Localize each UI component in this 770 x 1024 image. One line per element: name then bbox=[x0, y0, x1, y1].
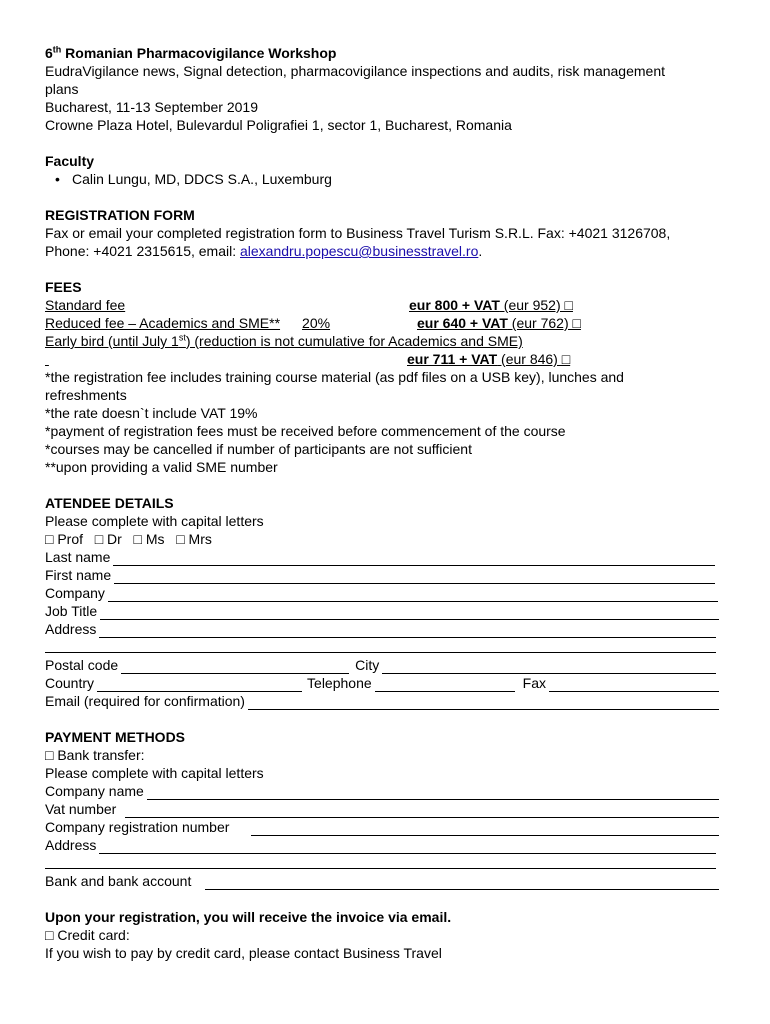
registration-contact: Phone: +4021 2315615, email: alexandru.popescu@businesstravel.ro. bbox=[45, 243, 483, 259]
last-name-field[interactable] bbox=[45, 548, 725, 566]
title-number: 6 bbox=[45, 45, 53, 61]
title-options bbox=[45, 530, 725, 548]
city-field[interactable] bbox=[382, 660, 716, 674]
payment-address-label: Address bbox=[45, 837, 97, 853]
fax-label: Fax bbox=[522, 675, 546, 691]
first-name-field[interactable] bbox=[45, 566, 725, 584]
registration-instructions: Fax or email your completed registration form to Business Travel Turism S.R.L. Fax: +4021 3126708, bbox=[45, 225, 671, 241]
last-name-label: Last name bbox=[45, 549, 111, 565]
payment-company-name-label: Company name bbox=[45, 783, 144, 799]
payment-address-field[interactable] bbox=[45, 836, 725, 854]
fee-reduced-percent: 20% bbox=[302, 315, 331, 331]
title-text: Romanian Pharmacovigilance Workshop bbox=[61, 45, 337, 61]
faculty-member-name: Calin Lungu, MD, DDCS S.A., Luxemburg bbox=[72, 171, 332, 187]
postal-code-field[interactable] bbox=[121, 660, 349, 674]
title-mrs-checkbox[interactable]: □ Mrs bbox=[176, 531, 212, 547]
company-registration-field[interactable] bbox=[45, 818, 725, 836]
invoice-note: Upon your registration, you will receive the invoice via email. bbox=[45, 909, 452, 925]
first-name-label: First name bbox=[45, 567, 112, 583]
fee-standard bbox=[45, 296, 725, 314]
payment-company-name-field[interactable] bbox=[45, 782, 725, 800]
postal-city-row bbox=[45, 656, 725, 674]
faculty-heading: Faculty bbox=[45, 153, 95, 169]
fee-reduced bbox=[45, 314, 725, 332]
fee-early-checkbox[interactable]: (eur 846) □ bbox=[497, 351, 571, 367]
fees-heading: FEES bbox=[45, 279, 82, 295]
fee-reduced-price: eur 640 + VAT bbox=[417, 315, 508, 331]
registration-heading: REGISTRATION FORM bbox=[45, 207, 195, 223]
contact-phone: Phone: +4021 2315615, email: bbox=[45, 243, 240, 259]
country-field[interactable] bbox=[97, 678, 302, 692]
postal-code-label: Postal code bbox=[45, 657, 119, 673]
fee-early bbox=[45, 350, 725, 368]
company-field[interactable] bbox=[45, 584, 725, 602]
title-ordinal: th bbox=[52, 44, 62, 55]
fee-reduced-label: Reduced fee – Academics and SME** 20% bbox=[45, 315, 331, 331]
workshop-title bbox=[45, 44, 725, 62]
fee-standard-price: eur 800 + VAT bbox=[409, 297, 500, 313]
registration-document bbox=[45, 44, 725, 962]
email-field[interactable] bbox=[45, 692, 725, 710]
country-phone-fax-row bbox=[45, 674, 725, 692]
vat-number-label: Vat number bbox=[45, 801, 117, 817]
fax-field[interactable] bbox=[549, 678, 719, 692]
workshop-topics-cont: plans bbox=[45, 81, 79, 97]
telephone-field[interactable] bbox=[375, 678, 515, 692]
title-dr-checkbox[interactable]: □ Dr bbox=[94, 531, 122, 547]
fee-standard-checkbox[interactable]: (eur 952) □ bbox=[499, 297, 573, 313]
vat-number-field[interactable] bbox=[45, 800, 725, 818]
address-label: Address bbox=[45, 621, 97, 637]
telephone-label: Telephone bbox=[307, 675, 372, 691]
registration-email-link[interactable]: alexandru.popescu@businesstravel.ro bbox=[240, 243, 479, 259]
bank-account-label: Bank and bank account bbox=[45, 873, 192, 889]
attendee-heading: ATENDEE DETAILS bbox=[45, 495, 174, 511]
title-ms-checkbox[interactable]: □ Ms bbox=[133, 531, 165, 547]
credit-card-checkbox[interactable]: □ Credit card: bbox=[45, 927, 130, 943]
fee-note: *courses may be cancelled if number of participants are not sufficient bbox=[45, 441, 472, 457]
job-title-field[interactable] bbox=[45, 602, 725, 620]
payment-address-line2[interactable] bbox=[45, 854, 725, 872]
title-prof-checkbox[interactable]: □ Prof bbox=[45, 531, 84, 547]
fee-standard-label: Standard fee bbox=[45, 297, 126, 313]
company-registration-label: Company registration number bbox=[45, 819, 230, 835]
city-label: City bbox=[355, 657, 380, 673]
address-field-line2[interactable] bbox=[45, 638, 725, 656]
workshop-dates: Bucharest, 11-13 September 2019 bbox=[45, 99, 258, 115]
fee-early-price: eur 711 + VAT bbox=[407, 351, 498, 367]
faculty-member bbox=[45, 170, 725, 188]
workshop-topics: EudraVigilance news, Signal detection, pharmacovigilance inspections and audits, risk management bbox=[45, 63, 665, 79]
payment-instruction: Please complete with capital letters bbox=[45, 765, 264, 781]
country-label: Country bbox=[45, 675, 95, 691]
fee-note: refreshments bbox=[45, 387, 127, 403]
credit-card-note: If you wish to pay by credit card, please contact Business Travel bbox=[45, 945, 442, 961]
company-label: Company bbox=[45, 585, 105, 601]
bank-transfer-checkbox[interactable]: □ Bank transfer: bbox=[45, 747, 145, 763]
payment-heading: PAYMENT METHODS bbox=[45, 729, 186, 745]
fee-note: *the rate doesn`t include VAT 19% bbox=[45, 405, 258, 421]
fee-note: **upon providing a valid SME number bbox=[45, 459, 278, 475]
fee-reduced-checkbox[interactable]: (eur 762) □ bbox=[507, 315, 581, 331]
email-label: Email (required for confirmation) bbox=[45, 693, 245, 709]
attendee-instruction: Please complete with capital letters bbox=[45, 513, 264, 529]
fee-note: *payment of registration fees must be received before commencement of the course bbox=[45, 423, 566, 439]
job-title-label: Job Title bbox=[45, 603, 98, 619]
address-field[interactable] bbox=[45, 620, 725, 638]
fee-early-label: Early bird (until July 1st) (reduction is not cumulative for Academics and SME) bbox=[45, 332, 523, 349]
fee-note: *the registration fee includes training course material (as pdf files on a USB key), lunches and bbox=[45, 369, 624, 385]
bank-account-field[interactable] bbox=[45, 872, 725, 890]
workshop-venue: Crowne Plaza Hotel, Bulevardul Poligrafiei 1, sector 1, Bucharest, Romania bbox=[45, 117, 512, 133]
bullet-icon: • bbox=[55, 171, 60, 187]
